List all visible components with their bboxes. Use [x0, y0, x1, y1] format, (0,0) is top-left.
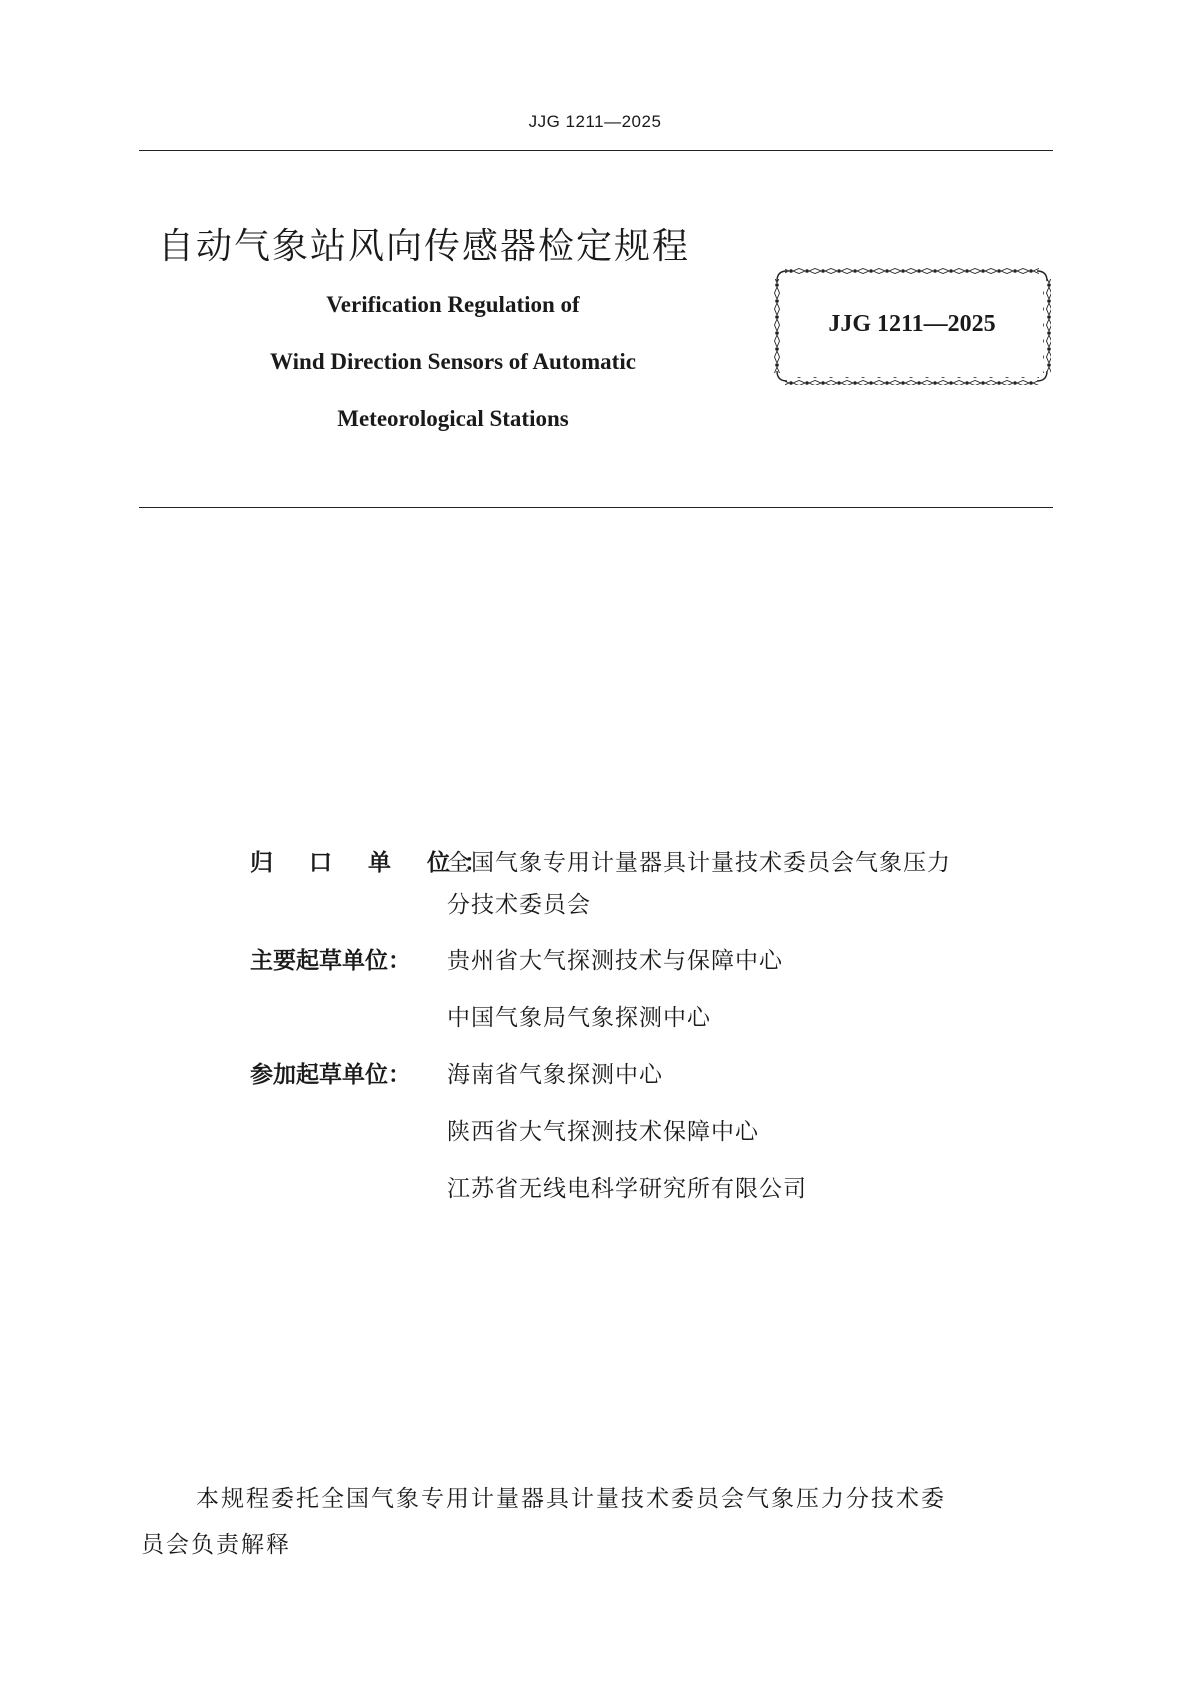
main-drafting-label: 主要起草单位： — [250, 948, 411, 974]
participating-drafting-label: 参加起草单位： — [250, 1062, 411, 1088]
participating-drafting-unit: 海南省气象探测中心 — [447, 1062, 663, 1088]
title-english-line-1: Verification Regulation of — [326, 292, 580, 317]
title-bottom-rule — [139, 507, 1053, 508]
title-english-line-2: Wind Direction Sensors of Automatic — [270, 349, 636, 374]
interpretation-note-line-1: 本规程委托全国气象专用计量器具计量技术委员会气象压力分技术委 — [196, 1486, 946, 1512]
main-drafting-unit: 中国气象局气象探测中心 — [447, 1005, 711, 1031]
participating-drafting-unit: 江苏省无线电科学研究所有限公司 — [447, 1176, 807, 1202]
title-chinese: 自动气象站风向传感器检定规程 — [158, 226, 691, 267]
participating-drafting-unit: 陕西省大气探测技术保障中心 — [447, 1119, 759, 1145]
interpretation-note-line-2: 员会负责解释 — [141, 1532, 291, 1558]
stamp-standard-code: JJG 1211—2025 — [828, 311, 996, 337]
title-english-line-3: Meteorological Stations — [337, 406, 569, 431]
main-drafting-unit: 贵州省大气探测技术与保障中心 — [447, 948, 783, 974]
responsible-unit-line-2: 分技术委员会 — [447, 892, 591, 918]
responsible-unit-label: 归 口 单 位： — [250, 850, 502, 876]
responsible-unit-line-1: 全国气象专用计量器具计量技术委员会气象压力 — [447, 850, 951, 876]
header-standard-code: JJG 1211—2025 — [528, 112, 662, 131]
header-rule — [139, 150, 1053, 151]
